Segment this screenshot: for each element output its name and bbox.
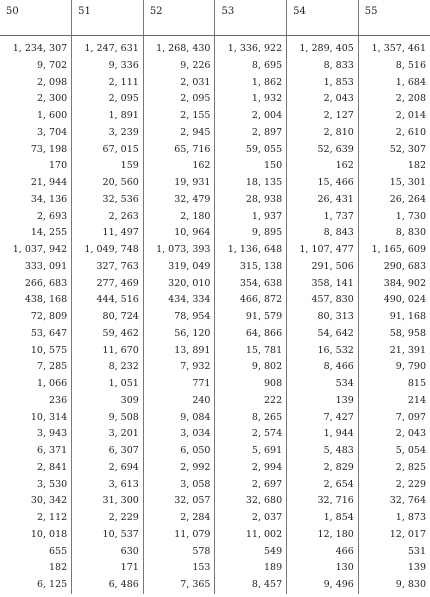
table-row (0, 142, 430, 159)
table-row (0, 544, 430, 561)
table-cell: 150 (215, 158, 287, 175)
table-cell: 236 (49, 394, 68, 406)
table-cell: 9, 790 (358, 359, 430, 376)
table-cell: 578 (143, 544, 215, 561)
column-header-50: 50 (0, 0, 72, 35)
table-cell: 534 (287, 376, 359, 393)
table-cell: 12, 180 (287, 527, 359, 544)
table-cell: 1, 051 (72, 376, 144, 393)
table-row (0, 259, 430, 276)
table-cell: 2, 043 (287, 91, 359, 108)
table-row (0, 460, 430, 477)
table-cell: 3, 201 (72, 426, 144, 443)
table-cell: 28, 938 (215, 192, 287, 209)
table-cell: 139 (358, 560, 430, 577)
table-cell: 182 (358, 158, 430, 175)
table-cell: 21, 944 (30, 177, 68, 188)
table-cell: 531 (358, 544, 430, 561)
table-cell: 10, 537 (72, 527, 144, 544)
table-cell: 7, 365 (143, 577, 215, 594)
table-cell: 19, 931 (143, 175, 215, 192)
table-cell: 549 (215, 544, 287, 561)
table-cell: 3, 613 (72, 477, 144, 494)
table-cell: 9, 702 (36, 59, 68, 71)
table-cell: 1, 853 (287, 75, 359, 92)
table-cell: 1, 862 (215, 75, 287, 92)
table-cell: 2, 127 (287, 108, 359, 125)
table-cell: 8, 843 (287, 225, 359, 242)
table-cell: 30, 342 (30, 495, 68, 507)
table-cell: 20, 560 (72, 175, 144, 192)
table-cell: 53, 647 (30, 327, 68, 339)
table-cell: 240 (143, 393, 215, 410)
table-cell: 162 (287, 158, 359, 175)
table-cell: 9, 830 (358, 577, 430, 594)
table-cell: 1, 357, 461 (358, 41, 430, 58)
table-cell: 11, 497 (72, 225, 144, 242)
table-row (0, 343, 430, 360)
table-cell: 153 (143, 560, 215, 577)
table-row (0, 242, 430, 259)
table-cell: 315, 138 (215, 259, 287, 276)
table-row (0, 125, 430, 142)
table-cell: 2, 829 (287, 460, 359, 477)
table-cell: 59, 462 (72, 326, 144, 343)
table-cell: 2, 180 (143, 209, 215, 226)
table-cell: 1, 932 (215, 91, 287, 108)
table-cell: 2, 263 (72, 209, 144, 226)
table-cell: 1, 854 (287, 510, 359, 527)
table-cell: 13, 891 (143, 343, 215, 360)
table-cell: 8, 265 (215, 410, 287, 427)
table-cell: 3, 530 (36, 478, 68, 490)
table-cell: 10, 575 (30, 344, 68, 356)
table-cell: 291, 506 (287, 259, 359, 276)
table-cell: 434, 334 (143, 292, 215, 309)
table-cell: 11, 079 (143, 527, 215, 544)
column-header-52: 52 (143, 0, 215, 35)
table-cell: 5, 483 (287, 443, 359, 460)
table-cell: 1, 066 (36, 378, 68, 389)
table-cell: 9, 802 (215, 359, 287, 376)
table-row (0, 58, 430, 75)
table-cell: 1, 136, 648 (215, 242, 287, 259)
table-cell: 52, 639 (287, 142, 359, 159)
table-cell: 11, 002 (215, 527, 287, 544)
table-cell: 2, 897 (215, 125, 287, 142)
table-cell: 2, 945 (143, 125, 215, 142)
table-cell: 358, 141 (287, 276, 359, 293)
table-cell: 384, 902 (358, 276, 430, 293)
table-row (0, 175, 430, 192)
table-cell: 2, 095 (143, 91, 215, 108)
table-cell: 2, 031 (143, 75, 215, 92)
table-row (0, 510, 430, 527)
table-cell: 7, 285 (36, 361, 68, 373)
table-cell: 1, 336, 922 (215, 41, 287, 58)
table-cell: 9, 508 (72, 410, 144, 427)
table-cell: 2, 825 (358, 460, 430, 477)
table-cell: 15, 301 (358, 175, 430, 192)
table-cell: 2, 098 (36, 76, 68, 88)
table-cell: 5, 054 (358, 443, 430, 460)
table-cell: 2, 284 (143, 510, 215, 527)
table-cell: 2, 994 (215, 460, 287, 477)
table-cell: 457, 830 (287, 292, 359, 309)
table-cell: 2, 155 (143, 108, 215, 125)
table-cell: 2, 112 (36, 512, 68, 523)
table-cell: 327, 763 (72, 259, 144, 276)
table-cell: 3, 704 (36, 126, 68, 138)
table-cell: 9, 496 (287, 577, 359, 594)
table-cell: 59, 055 (215, 142, 287, 159)
table-row (0, 209, 430, 226)
table-cell: 10, 314 (30, 411, 68, 423)
table-row (0, 225, 430, 242)
table-cell: 2, 095 (72, 91, 144, 108)
table-cell: 815 (358, 376, 430, 393)
table-cell: 9, 226 (143, 58, 215, 75)
table-cell: 1, 049, 748 (72, 242, 144, 259)
table-cell: 14, 255 (30, 227, 68, 239)
table-row (0, 91, 430, 108)
table-cell: 1, 684 (358, 75, 430, 92)
table-cell: 2, 694 (72, 460, 144, 477)
table-row (0, 443, 430, 460)
table-cell: 182 (49, 562, 68, 574)
table-cell: 1, 247, 631 (72, 41, 144, 58)
table-cell: 65, 716 (143, 142, 215, 159)
table-cell: 2, 841 (36, 461, 68, 473)
table-row (0, 410, 430, 427)
table-cell: 6, 486 (72, 577, 144, 594)
table-cell: 162 (143, 158, 215, 175)
table-cell: 2, 004 (215, 108, 287, 125)
table-cell: 8, 516 (358, 58, 430, 75)
table-cell: 8, 830 (358, 225, 430, 242)
table-cell: 32, 536 (72, 192, 144, 209)
table-cell: 319, 049 (143, 259, 215, 276)
table-row (0, 359, 430, 376)
table-cell: 32, 764 (358, 493, 430, 510)
table-row (0, 158, 430, 175)
table-cell: 309 (72, 393, 144, 410)
table-row (0, 276, 430, 293)
table-cell: 1, 737 (287, 209, 359, 226)
table-cell: 91, 579 (215, 309, 287, 326)
table-cell: 67, 015 (72, 142, 144, 159)
table-cell: 54, 642 (287, 326, 359, 343)
table-cell: 2, 043 (358, 426, 430, 443)
table-cell: 18, 135 (215, 175, 287, 192)
table-cell: 16, 532 (287, 343, 359, 360)
table-cell: 214 (358, 393, 430, 410)
table-cell: 91, 168 (358, 309, 430, 326)
table-row (0, 477, 430, 494)
table-cell: 32, 716 (287, 493, 359, 510)
table-cell: 21, 391 (358, 343, 430, 360)
table-cell: 56, 120 (143, 326, 215, 343)
table-cell: 3, 034 (143, 426, 215, 443)
table-cell: 72, 809 (30, 311, 68, 322)
table-row (0, 41, 430, 58)
table-cell: 3, 058 (143, 477, 215, 494)
table-cell: 26, 264 (358, 192, 430, 209)
column-header-55: 55 (358, 0, 430, 35)
table-cell: 9, 336 (72, 58, 144, 75)
table-cell: 2, 037 (215, 510, 287, 527)
table-row (0, 426, 430, 443)
table-cell: 222 (215, 393, 287, 410)
table-cell: 1, 268, 430 (143, 41, 215, 58)
table-cell: 1, 073, 393 (143, 242, 215, 259)
table-cell: 1, 234, 307 (12, 43, 68, 54)
table-cell: 8, 232 (72, 359, 144, 376)
table-cell: 34, 136 (30, 193, 68, 205)
table-cell: 2, 300 (36, 93, 68, 105)
table-cell: 8, 457 (215, 577, 287, 594)
table-cell: 908 (215, 376, 287, 393)
table-cell: 8, 466 (287, 359, 359, 376)
table-cell: 7, 097 (358, 410, 430, 427)
table-cell: 130 (287, 560, 359, 577)
table-cell: 2, 610 (358, 125, 430, 142)
table-cell: 6, 371 (36, 445, 68, 456)
table-cell: 1, 165, 609 (358, 242, 430, 259)
table-cell: 5, 691 (215, 443, 287, 460)
table-cell: 73, 198 (30, 143, 68, 155)
table-cell: 2, 014 (358, 108, 430, 125)
table-cell: 31, 300 (72, 493, 144, 510)
table-cell: 26, 431 (287, 192, 359, 209)
table-cell: 2, 574 (215, 426, 287, 443)
table-cell: 1, 891 (72, 108, 144, 125)
table-cell: 3, 943 (36, 428, 68, 440)
table-cell: 15, 781 (215, 343, 287, 360)
table-cell: 2, 697 (215, 477, 287, 494)
table-cell: 12, 017 (358, 527, 430, 544)
table-cell: 2, 208 (358, 91, 430, 108)
table-cell: 290, 683 (358, 259, 430, 276)
table-row (0, 292, 430, 309)
table-cell: 11, 670 (72, 343, 144, 360)
table-cell: 2, 810 (287, 125, 359, 142)
table-row (0, 326, 430, 343)
table-cell: 630 (72, 544, 144, 561)
table-cell: 52, 307 (358, 142, 430, 159)
table-cell: 8, 833 (287, 58, 359, 75)
table-row (0, 376, 430, 393)
table-cell: 7, 932 (143, 359, 215, 376)
table-row (0, 527, 430, 544)
table-cell: 2, 111 (72, 75, 144, 92)
table-cell: 354, 638 (215, 276, 287, 293)
table-cell: 10, 018 (30, 528, 68, 540)
table-cell: 3, 239 (72, 125, 144, 142)
table-cell: 6, 050 (143, 443, 215, 460)
table-cell: 8, 695 (215, 58, 287, 75)
table-cell: 78, 954 (143, 309, 215, 326)
table-cell: 10, 964 (143, 225, 215, 242)
table-row (0, 75, 430, 92)
table-cell: 2, 992 (143, 460, 215, 477)
table-row (0, 560, 430, 577)
table-cell: 159 (72, 158, 144, 175)
table-cell: 139 (287, 393, 359, 410)
table-cell: 771 (143, 376, 215, 393)
table-row (0, 309, 430, 326)
table-body (0, 35, 430, 594)
table-cell: 189 (215, 560, 287, 577)
table-row (0, 577, 430, 594)
table-cell: 466 (287, 544, 359, 561)
table-cell: 1, 037, 942 (12, 244, 68, 255)
table-cell: 466, 872 (215, 292, 287, 309)
table-cell: 655 (49, 545, 68, 557)
table-cell: 1, 944 (287, 426, 359, 443)
table-cell: 32, 680 (215, 493, 287, 510)
table-row (0, 192, 430, 209)
table-cell: 320, 010 (143, 276, 215, 293)
table-cell: 1, 873 (358, 510, 430, 527)
table-cell: 2, 654 (287, 477, 359, 494)
table-cell: 1, 289, 405 (287, 41, 359, 58)
table-cell: 80, 313 (287, 309, 359, 326)
table-cell: 171 (72, 560, 144, 577)
table-cell: 333, 091 (24, 260, 68, 272)
table-cell: 32, 057 (143, 493, 215, 510)
table-cell: 438, 168 (24, 294, 68, 306)
table-cell: 9, 895 (215, 225, 287, 242)
table-cell: 490, 024 (358, 292, 430, 309)
table-cell: 32, 479 (143, 192, 215, 209)
table-cell: 6, 307 (72, 443, 144, 460)
table-cell: 6, 125 (36, 579, 68, 590)
table-cell: 170 (49, 160, 68, 172)
table-row (0, 393, 430, 410)
table-cell: 1, 107, 477 (287, 242, 359, 259)
table-cell: 2, 693 (36, 210, 68, 222)
table-cell: 266, 683 (24, 277, 68, 289)
table-cell: 277, 469 (72, 276, 144, 293)
table-cell: 58, 958 (358, 326, 430, 343)
table-cell: 15, 466 (287, 175, 359, 192)
column-header-53: 53 (215, 0, 287, 35)
table-cell: 64, 866 (215, 326, 287, 343)
table-cell: 1, 600 (36, 110, 68, 121)
table-cell: 444, 516 (72, 292, 144, 309)
table-cell: 7, 427 (287, 410, 359, 427)
table-cell: 1, 937 (215, 209, 287, 226)
table-row (0, 493, 430, 510)
table-cell: 2, 229 (358, 477, 430, 494)
column-header-51: 51 (72, 0, 144, 35)
table-cell: 2, 229 (72, 510, 144, 527)
table-cell: 80, 724 (72, 309, 144, 326)
table-cell: 1, 730 (358, 209, 430, 226)
table-cell: 9, 084 (143, 410, 215, 427)
header-row (0, 0, 430, 35)
column-header-54: 54 (287, 0, 359, 35)
table-row (0, 108, 430, 125)
